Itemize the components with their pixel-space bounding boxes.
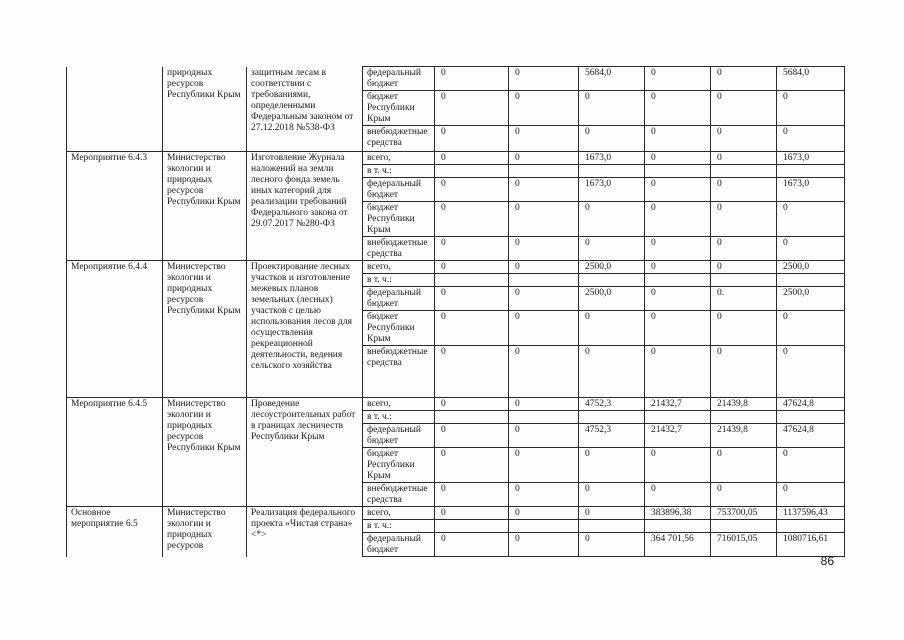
value-cell: 0 (579, 202, 645, 237)
org-cell: Министерство экологии и природных ресурсов Республики Крым (163, 261, 247, 398)
org-cell: Министерство экологии и природных ресурсов Республики Крым (163, 152, 247, 261)
org-cell: природных ресурсов Республики Крым (163, 67, 247, 152)
value-cell: 0 (435, 152, 509, 165)
value-cell: 0 (579, 483, 645, 507)
value-cell (579, 520, 645, 533)
description-cell: защитным лесам в соответствии с требованиями, определенными Федеральным законом от 27.12.2018 №538-ФЗ (247, 67, 363, 152)
value-cell: 21432,7 (645, 424, 711, 448)
value-cell: 0 (509, 533, 579, 557)
table-row (67, 152, 845, 165)
table-row (67, 507, 845, 520)
value-cell: 0 (645, 152, 711, 165)
value-cell: 47624,8 (777, 424, 845, 448)
value-cell: 0 (509, 152, 579, 165)
value-cell: 0 (509, 67, 579, 91)
value-cell: 0 (509, 178, 579, 202)
value-cell (645, 274, 711, 287)
value-cell: 0 (711, 311, 777, 346)
value-cell (777, 520, 845, 533)
value-cell: 0 (509, 483, 579, 507)
source-cell: в т. ч.: (363, 520, 435, 533)
source-cell: в т. ч.: (363, 165, 435, 178)
source-cell: федеральный бюджет (363, 178, 435, 202)
value-cell: 2500,0 (777, 261, 845, 274)
value-cell: 0 (711, 448, 777, 483)
value-cell (509, 274, 579, 287)
value-cell: 0 (777, 483, 845, 507)
value-cell: 0 (645, 287, 711, 311)
value-cell: 0 (435, 448, 509, 483)
measure-cell (67, 67, 163, 152)
value-cell: 0 (711, 91, 777, 126)
value-cell: 0. (711, 287, 777, 311)
value-cell: 0 (435, 287, 509, 311)
value-cell: 0 (645, 448, 711, 483)
value-cell (777, 165, 845, 178)
value-cell (777, 411, 845, 424)
value-cell: 5684,0 (777, 67, 845, 91)
description-cell: Изготовление Журнала наложений на земли лесного фонда земель иных категорий для реализации требований Федерального закона от 29.07.2017 №280-ФЗ (247, 152, 363, 261)
value-cell: 0 (579, 448, 645, 483)
value-cell: 4752,3 (579, 398, 645, 411)
value-cell: 0 (579, 237, 645, 261)
value-cell (777, 274, 845, 287)
measure-name-cell: Мероприятие 6.4.3 (67, 152, 163, 261)
source-cell: внебюджетные средства (363, 346, 435, 398)
value-cell: 0 (435, 126, 509, 152)
value-cell: 0 (435, 67, 509, 91)
table-row (67, 67, 845, 91)
value-cell (579, 165, 645, 178)
value-cell (579, 274, 645, 287)
value-cell: 2500,0 (579, 287, 645, 311)
measure-name-cell: Мероприятие 6.4.4 (67, 261, 163, 398)
source-cell: бюджет Республики Крым (363, 311, 435, 346)
value-cell: 0 (509, 346, 579, 398)
value-cell: 0 (579, 311, 645, 346)
value-cell: 0 (579, 91, 645, 126)
value-cell: 2500,0 (777, 287, 845, 311)
value-cell: 21439,8 (711, 424, 777, 448)
measure-name-cell: Основное мероприятие 6.5 (67, 507, 163, 557)
table-row (67, 261, 845, 274)
value-cell (645, 165, 711, 178)
value-cell: 1673,0 (579, 178, 645, 202)
value-cell: 0 (509, 448, 579, 483)
value-cell (435, 165, 509, 178)
value-cell: 1137596,43 (777, 507, 845, 520)
value-cell: 0 (435, 178, 509, 202)
source-cell: бюджет Республики Крым (363, 91, 435, 126)
funding-table (66, 66, 845, 557)
value-cell: 0 (435, 311, 509, 346)
value-cell: 0 (645, 483, 711, 507)
value-cell: 0 (509, 91, 579, 126)
value-cell: 0 (777, 237, 845, 261)
source-cell: всего, (363, 152, 435, 165)
value-cell: 0 (435, 261, 509, 274)
value-cell: 0 (711, 152, 777, 165)
value-cell: 0 (711, 126, 777, 152)
description-cell: Проектирование лесных участков и изготовление межевых планов земельных (лесных) участков с целью использования лесов для осуществления рекреационной деятельности, ведения сельского хозяйства (247, 261, 363, 398)
source-cell: в т. ч.: (363, 411, 435, 424)
value-cell: 0 (645, 202, 711, 237)
value-cell: 0 (777, 91, 845, 126)
description-cell: Реализация федерального проекта «Чистая страна» <*> (247, 507, 363, 557)
value-cell: 21432,7 (645, 398, 711, 411)
value-cell: 0 (435, 91, 509, 126)
value-cell (435, 274, 509, 287)
value-cell: 0 (711, 346, 777, 398)
source-cell: бюджет Республики Крым (363, 202, 435, 237)
value-cell: 716015,05 (711, 533, 777, 557)
value-cell (711, 165, 777, 178)
value-cell (509, 411, 579, 424)
value-cell: 0 (777, 346, 845, 398)
value-cell: 0 (579, 533, 645, 557)
value-cell: 0 (509, 507, 579, 520)
value-cell: 0 (777, 202, 845, 237)
value-cell: 0 (711, 483, 777, 507)
value-cell: 0 (509, 398, 579, 411)
value-cell (645, 520, 711, 533)
value-cell: 0 (509, 424, 579, 448)
value-cell: 753700,05 (711, 507, 777, 520)
value-cell: 0 (711, 67, 777, 91)
value-cell: 0 (711, 202, 777, 237)
org-cell: Министерство экологии и природных ресурсов Республики Крым (163, 398, 247, 507)
value-cell: 0 (645, 346, 711, 398)
value-cell: 0 (435, 533, 509, 557)
value-cell: 0 (645, 311, 711, 346)
value-cell (579, 411, 645, 424)
value-cell: 0 (711, 178, 777, 202)
value-cell: 47624,8 (777, 398, 845, 411)
measure-name-cell: Мероприятие 6.4.5 (67, 398, 163, 507)
description-cell: Проведение лесоустроительных работ в границах лесничеств Республики Крым (247, 398, 363, 507)
value-cell: 0 (435, 424, 509, 448)
value-cell (435, 520, 509, 533)
value-cell: 0 (711, 261, 777, 274)
value-cell: 0 (509, 311, 579, 346)
source-cell: бюджет Республики Крым (363, 448, 435, 483)
source-cell: федеральный бюджет (363, 67, 435, 91)
value-cell: 0 (435, 202, 509, 237)
value-cell: 0 (435, 346, 509, 398)
value-cell: 0 (777, 448, 845, 483)
value-cell: 1673,0 (579, 152, 645, 165)
value-cell: 0 (645, 178, 711, 202)
value-cell: 0 (509, 202, 579, 237)
source-cell: федеральный бюджет (363, 533, 435, 557)
value-cell: 0 (579, 126, 645, 152)
value-cell: 0 (509, 237, 579, 261)
value-cell: 0 (777, 311, 845, 346)
value-cell: 0 (645, 91, 711, 126)
value-cell: 0 (711, 237, 777, 261)
source-cell: всего, (363, 261, 435, 274)
source-cell: всего, (363, 507, 435, 520)
value-cell: 0 (435, 483, 509, 507)
value-cell: 0 (509, 287, 579, 311)
source-cell: в т. ч.: (363, 274, 435, 287)
source-cell: внебюджетные средства (363, 483, 435, 507)
value-cell: 0 (435, 507, 509, 520)
value-cell (509, 520, 579, 533)
value-cell: 4752,3 (579, 424, 645, 448)
value-cell: 0 (645, 126, 711, 152)
value-cell: 0 (579, 346, 645, 398)
value-cell (711, 520, 777, 533)
org-cell: Министерство экологии и природных ресурсов (163, 507, 247, 557)
value-cell (509, 165, 579, 178)
value-cell: 5684,0 (579, 67, 645, 91)
value-cell: 0 (645, 261, 711, 274)
value-cell (645, 411, 711, 424)
value-cell (711, 274, 777, 287)
page-number: 86 (820, 554, 834, 568)
value-cell: 0 (645, 237, 711, 261)
value-cell: 364 701,56 (645, 533, 711, 557)
source-cell: федеральный бюджет (363, 287, 435, 311)
value-cell: 0 (509, 126, 579, 152)
value-cell: 383896,38 (645, 507, 711, 520)
source-cell: внебюджетные средства (363, 126, 435, 152)
value-cell: 0 (435, 237, 509, 261)
value-cell (711, 411, 777, 424)
value-cell: 0 (509, 261, 579, 274)
source-cell: внебюджетные средства (363, 237, 435, 261)
value-cell: 0 (777, 126, 845, 152)
source-cell: федеральный бюджет (363, 424, 435, 448)
value-cell: 1673,0 (777, 152, 845, 165)
value-cell (435, 411, 509, 424)
value-cell: 2500,0 (579, 261, 645, 274)
value-cell: 0 (645, 67, 711, 91)
value-cell: 21439,8 (711, 398, 777, 411)
value-cell: 0 (579, 507, 645, 520)
value-cell: 0 (435, 398, 509, 411)
value-cell: 1080716,61 (777, 533, 845, 557)
table-row (67, 398, 845, 411)
source-cell: всего, (363, 398, 435, 411)
value-cell: 1673,0 (777, 178, 845, 202)
